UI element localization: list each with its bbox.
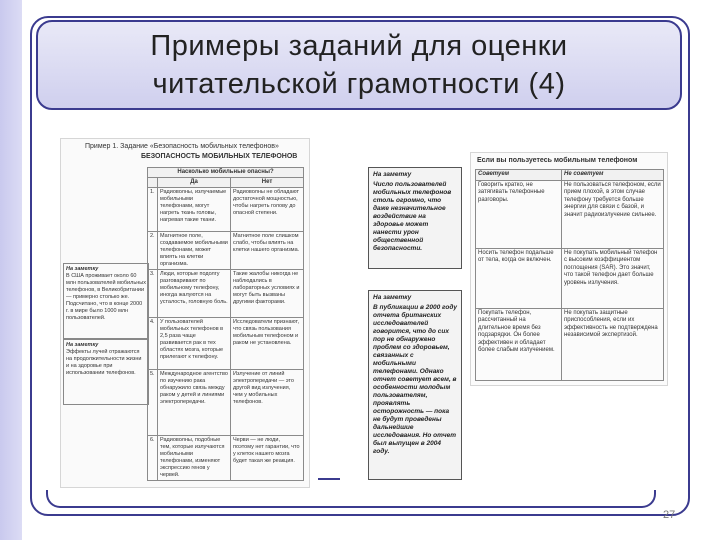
row-no: Излучение от линий электропередачи — это другой вид излучения, чем у мобильных телефонов.: [231, 370, 304, 436]
row-num: 1.: [148, 188, 158, 232]
table-header-row: [148, 178, 304, 188]
row-yes: Магнитное поле, создаваемое мобильными телефонами, может влиять на клетки организма.: [158, 232, 231, 270]
row-dont: Не покупать защитные приспособления, если их эффективность не подтверждена независимой экспертизой.: [562, 308, 664, 380]
table-header-row: [476, 170, 664, 181]
row-yes: Международное агентство по изучению рака обнаружило связь между раком у детей и линиями электропередачи.: [158, 370, 231, 436]
col-no-header: Нет: [231, 178, 304, 188]
slide-title-line-2: читательской грамотности (4): [152, 68, 566, 100]
left-doc-header: Пример 1. Задание «Безопасность мобильных телефонов»: [85, 143, 279, 150]
row-do: Говорить кратко, не затягивать телефонные разговоры.: [476, 180, 562, 248]
note-text: В публикации в 2000 году отчета британских исследователей говорится, что до сих пор не обнаружено проблем со здоровьем, связанных с мобильными телефонами. Однако отчет советует всем, в особенности молодым пользователям, проявлять осторожность — пока не будут проведены дальнейшие исследования. Но отчет был выпущен в 2004 году.: [373, 304, 457, 455]
page-number: 27: [663, 509, 676, 521]
side-note-title: На заметку: [66, 266, 99, 272]
slide-title-line-1: Примеры заданий для оценки: [150, 30, 568, 62]
divider-line: [318, 478, 340, 480]
col-dont-header: Не советуем: [562, 170, 664, 181]
row-num: 3.: [148, 270, 158, 318]
row-dont: Не покупать мобильный телефон с высоким коэффициентом поглощения (SAR). Это значит, что такой телефон дает больше уровень излучения.: [562, 248, 664, 308]
note-title: На заметку: [373, 171, 412, 178]
row-num: 5.: [148, 370, 158, 436]
col-yes-header: Да: [158, 178, 231, 188]
middle-note-2: [368, 290, 462, 480]
table-row: [148, 370, 304, 436]
table-row: [476, 180, 664, 248]
left-side-note-1: [63, 263, 149, 339]
left-doc-table: [147, 167, 304, 481]
side-note-text: В США проживает около 60 млн пользователей мобильных телефонов, в Великобритании — примерно столько же. Подсчитано, что в конце 2000 г. в мире было 1000 млн пользователей.: [66, 273, 146, 321]
table-header-row: [148, 168, 304, 178]
note-text: Число пользователей мобильных телефонов столь огромно, что даже незначительное воздействие на здоровье может нанести урон общественной безопасности.: [373, 181, 452, 252]
side-note-title: На заметку: [66, 342, 99, 348]
left-document-image: [60, 138, 310, 488]
row-no: Такие жалобы никогда не наблюдались в лабораторных условиях и могут быть вызваны другими факторами.: [231, 270, 304, 318]
slide-side-band: [0, 0, 22, 540]
table-row: [476, 248, 664, 308]
side-note-text: Эффекты лучей отражаются на продолжительности жизни и на здоровье при использовании телефонов.: [66, 349, 142, 376]
row-num: 2.: [148, 232, 158, 270]
table-row: [148, 188, 304, 232]
title-box: [36, 20, 682, 110]
row-yes: У пользователей мобильных телефонов в 2,5 раза чаще развивается рак в тех областях мозга, которые прилегают к телефону.: [158, 318, 231, 370]
row-yes: Радиоволны, излучаемые мобильными телефонами, могут нагреть ткань головы, нагревая такие ткани.: [158, 188, 231, 232]
right-document-image: [470, 152, 668, 386]
table-row: [148, 318, 304, 370]
row-no: Черви — не люди, поэтому нет гарантии, что у клеток нашего мозга будет такая же реакция.: [231, 436, 304, 481]
left-side-note-2: [63, 339, 149, 405]
table-row: [148, 232, 304, 270]
row-no: Исследователи признают, что связь пользования мобильным телефоном и раком не установлена.: [231, 318, 304, 370]
note-title: На заметку: [373, 294, 412, 301]
row-num: 4.: [148, 318, 158, 370]
table-row: [148, 270, 304, 318]
table-question: Насколько мобильные опасны?: [148, 168, 304, 178]
table-row: [148, 436, 304, 481]
row-dont: Не пользоваться телефоном, если прием плохой, в этом случае телефону требуется больше энергии для связи с базой, и значит радиоизлучение сильнее.: [562, 180, 664, 248]
row-yes: Люди, которые подолгу разговаривают по мобильному телефону, иногда жалуются на усталость, головную боль.: [158, 270, 231, 318]
row-no: Магнитное поле слишком слабо, чтобы влиять на клетки нашего организма.: [231, 232, 304, 270]
row-do: Носить телефон подальше от тела, когда он включен.: [476, 248, 562, 308]
slide-frame-bottom: [46, 490, 656, 508]
left-doc-subheader: БЕЗОПАСНОСТЬ МОБИЛЬНЫХ ТЕЛЕФОНОВ: [141, 153, 298, 160]
row-no: Радиоволны не обладают достаточной мощностью, чтобы нагреть голову до опасной степени.: [231, 188, 304, 232]
row-num: 6.: [148, 436, 158, 481]
right-doc-table: [475, 169, 664, 381]
right-doc-header: Если вы пользуетесь мобильным телефоном: [477, 157, 638, 164]
col-do-header: Советуем: [476, 170, 562, 181]
row-yes: Радиоволны, подобные тем, которые излучаются мобильными телефонами, изменяют экспрессию генов у червей.: [158, 436, 231, 481]
row-do: Покупать телефон, рассчитанный на длительное время без подзарядки. Он более эффективен и обладает более слабым излучением.: [476, 308, 562, 380]
table-row: [476, 308, 664, 380]
middle-note-1: [368, 167, 462, 269]
